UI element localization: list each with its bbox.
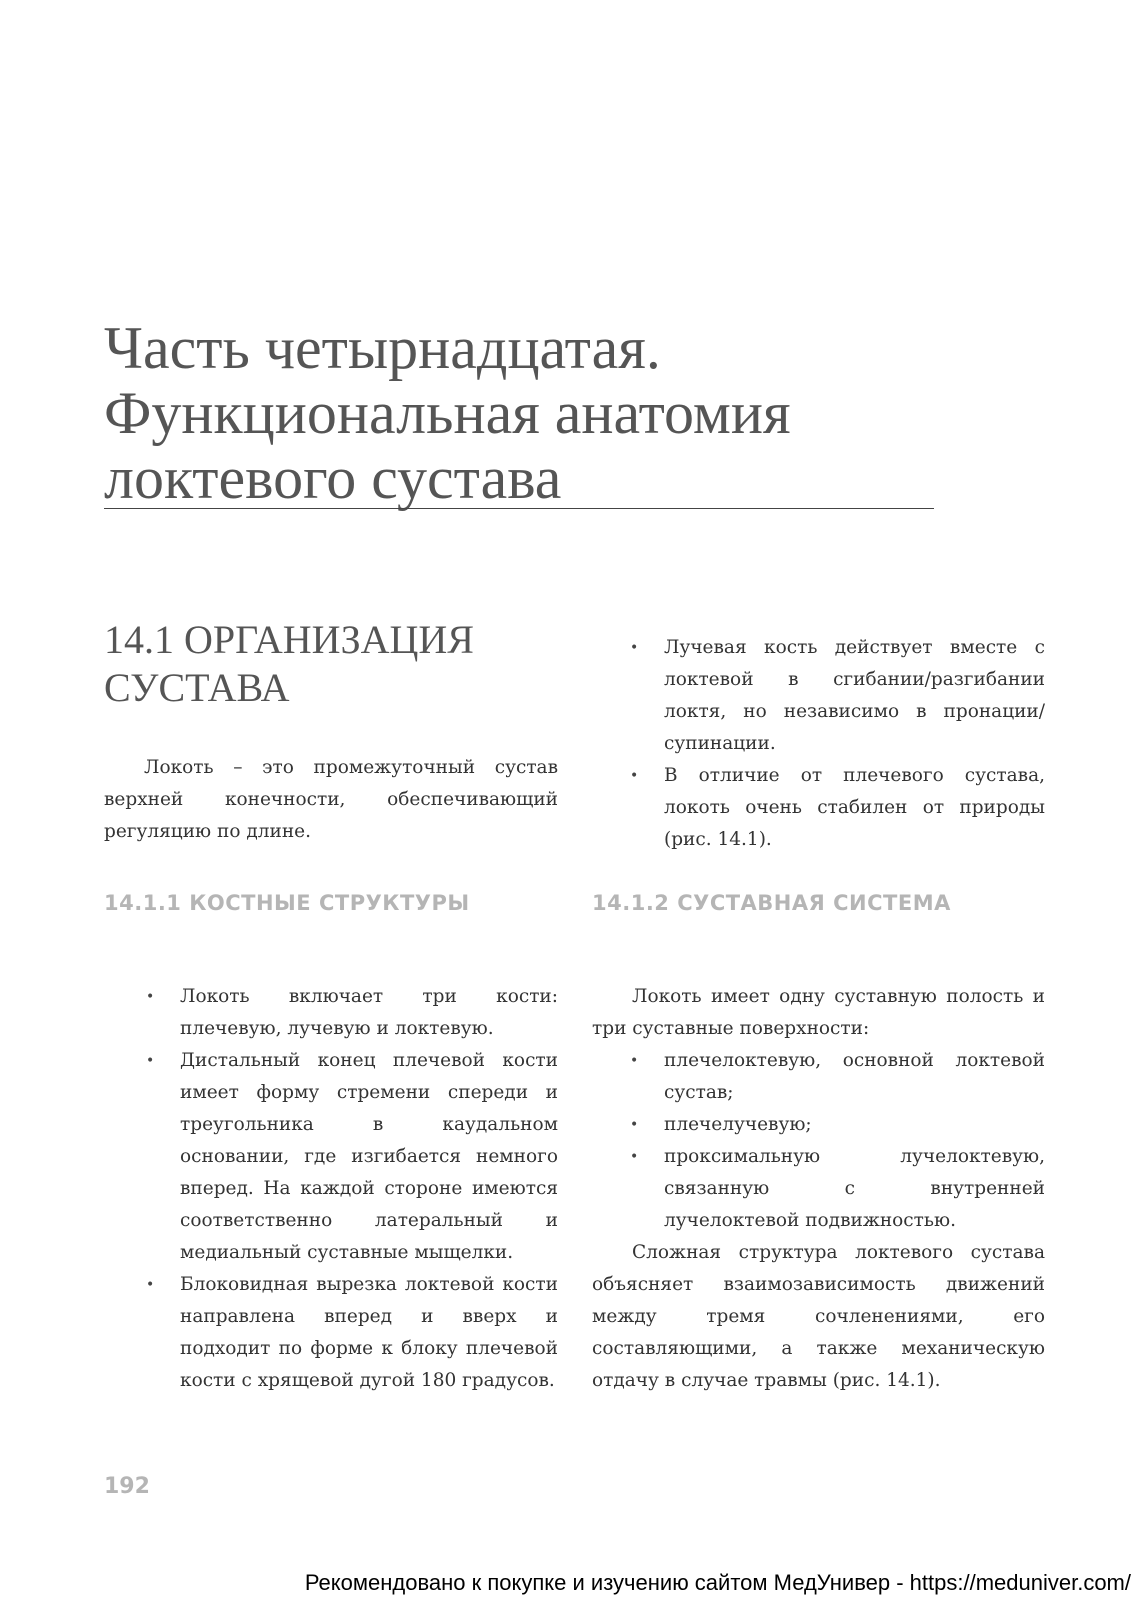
bullet-icon: • <box>630 768 639 784</box>
list-item <box>146 1269 558 1397</box>
list-item <box>630 1109 1045 1141</box>
bullet-icon: • <box>146 1277 155 1293</box>
bullet-icon: • <box>630 1053 639 1069</box>
bullet-icon: • <box>630 1117 639 1133</box>
bullet-icon: • <box>630 640 639 656</box>
list-item <box>630 1141 1045 1237</box>
page-number: 192 <box>104 1474 150 1499</box>
right-top-bullet-list <box>630 632 1045 856</box>
joint-system-intro: Локоть имеет одну суставную полость и три суставные поверхности: <box>592 986 1045 1039</box>
list-item-text: В отличие от плечевого сустава, локоть очень стабилен от природы (рис. 14.1). <box>664 765 1045 850</box>
title-divider <box>104 508 934 509</box>
bullet-icon: • <box>146 989 155 1005</box>
section-title-line-1: 14.1 ОРГАНИЗАЦИЯ <box>104 617 474 662</box>
list-item-text: Лучевая кость действует вместе с локтевой в сгибании/разгибании локтя, но независимо в пронации/супинации. <box>664 637 1045 754</box>
bone-structures-list <box>146 981 558 1397</box>
list-item-text: Дистальный конец плечевой кости имеет форму стремени спереди и треугольника в каудальном основании, где изгибается немного вперед. На каждой стороне имеются соответственно латеральный и медиальный суставные мыщелки. <box>180 1050 558 1263</box>
list-item-text: плечелоктевую, основной локтевой сустав; <box>664 1050 1045 1103</box>
section-intro: Локоть – это промежуточный сустав верхней конечности, обеспечивающий регуляцию по длине. <box>104 757 558 842</box>
joint-system-body <box>592 981 1045 1397</box>
joint-system-closing: Сложная структура локтевого сустава объясняет взаимозависимость движений между тремя сочленениями, его составляющими, а также механическую отдачу в случае травмы (рис. 14.1). <box>592 1242 1045 1391</box>
subsection-1-title: 14.1.1 КОСТНЫЕ СТРУКТУРЫ <box>104 891 470 915</box>
part-title-line-3: локтевого сустава <box>104 445 562 511</box>
part-title <box>104 316 934 511</box>
bullet-icon: • <box>146 1053 155 1069</box>
list-item-text: Локоть включает три кости: плечевую, лучевую и локтевую. <box>180 986 558 1039</box>
section-title-line-2: СУСТАВА <box>104 665 290 710</box>
list-item <box>630 760 1045 856</box>
bullet-icon: • <box>630 1149 639 1165</box>
list-item <box>630 632 1045 760</box>
list-item <box>630 1045 1045 1109</box>
list-item-text: плечелучевую; <box>664 1114 812 1135</box>
list-item-text: Блоковидная вырезка локтевой кости направлена вперед и вверх и подходит по форме к блоку плечевой кости с хрящевой дугой 180 градусов. <box>180 1274 558 1391</box>
list-item <box>146 1045 558 1269</box>
list-item-text: проксимальную лучелоктевую, связанную с внутренней лучелоктевой подвижностью. <box>664 1146 1045 1231</box>
subsection-2-title: 14.1.2 СУСТАВНАЯ СИСТЕМА <box>592 891 951 915</box>
section-title <box>104 616 574 712</box>
part-title-line-2: Функциональная анатомия <box>104 380 791 446</box>
footer-watermark-text: Рекомендовано к покупке и изучению сайтом МедУнивер - https://meduniver.com/ <box>304 1570 1131 1595</box>
part-title-line-1: Часть четырнадцатая. <box>104 315 661 381</box>
list-item <box>146 981 558 1045</box>
joint-surfaces-list <box>630 1045 1045 1237</box>
